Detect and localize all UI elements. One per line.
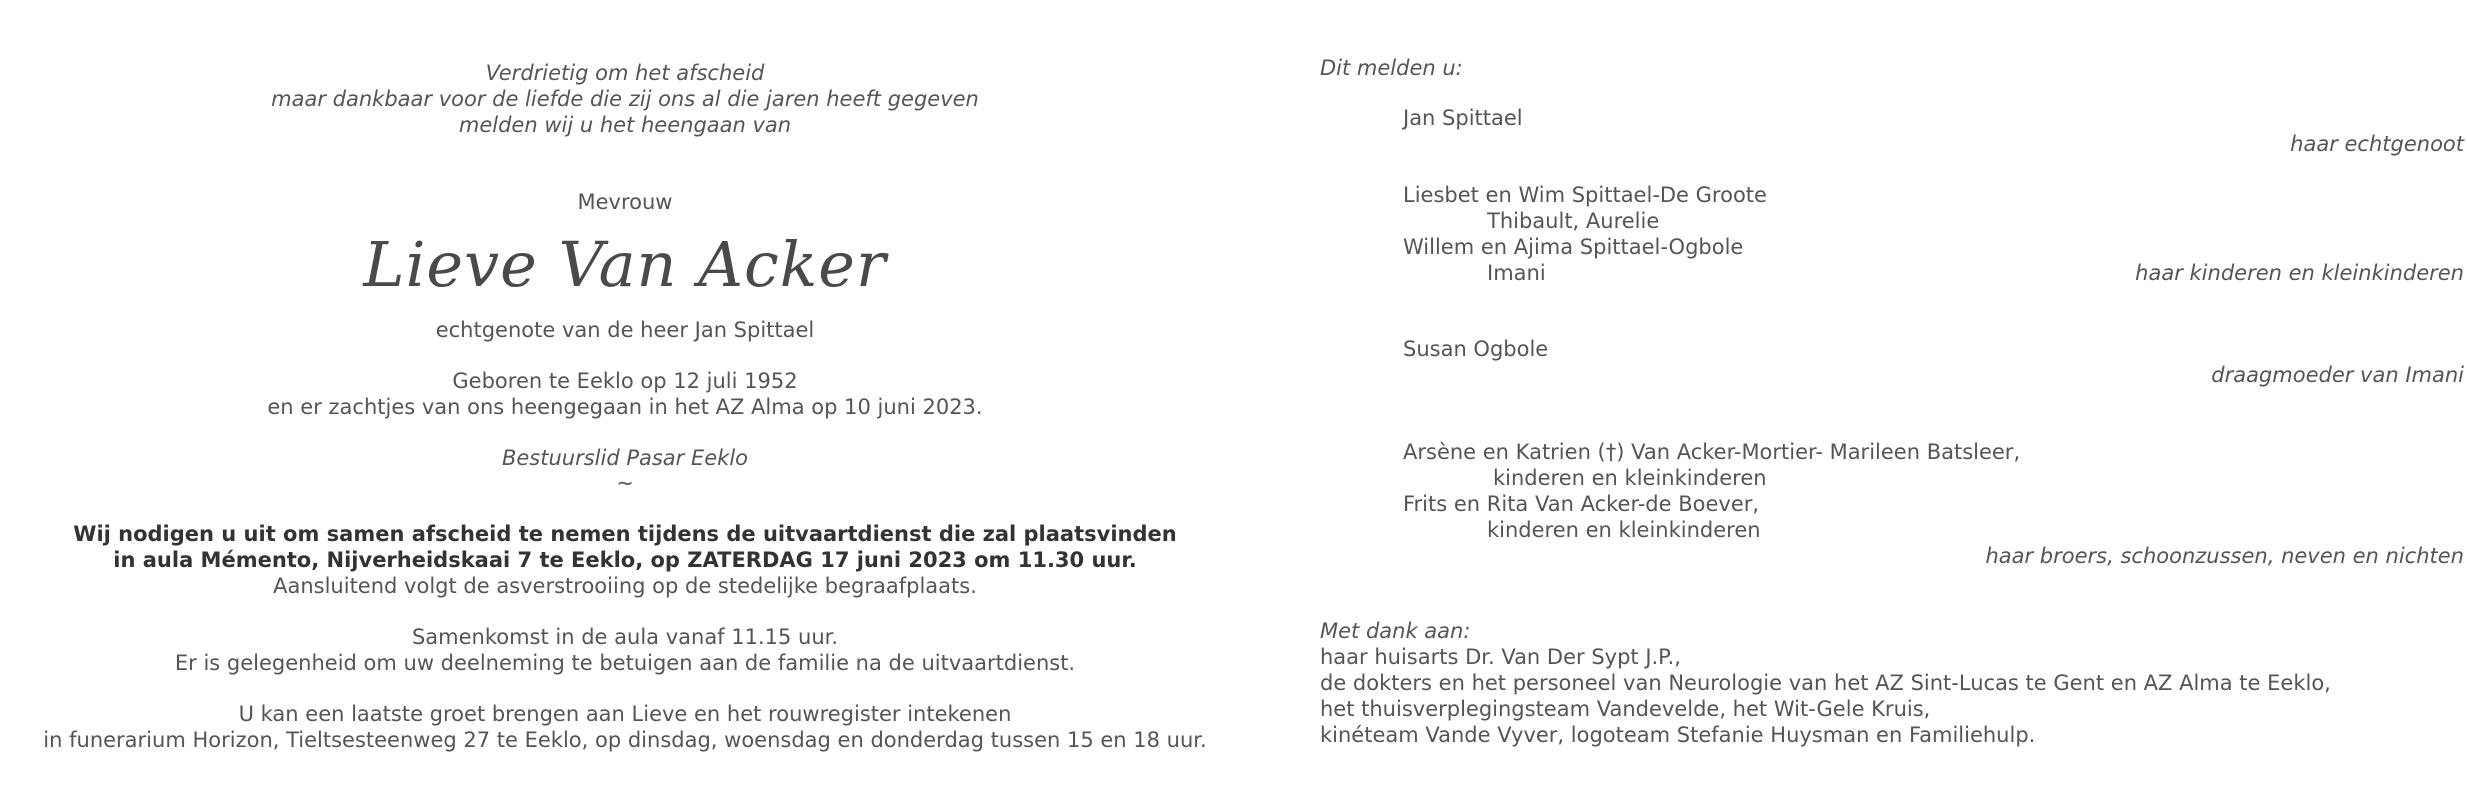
death-line: en er zachtjes van ons heengegaan in het AZ Alma op 10 juni 2023. xyxy=(267,395,983,419)
thanks-heading: Met dank aan: xyxy=(1320,619,1471,643)
salutation: Mevrouw xyxy=(577,190,673,214)
invitation-line-1: Wij nodigen u uit om samen afscheid te nemen tijdens de uitvaartdienst die zal plaatsvinden xyxy=(73,522,1177,546)
children-relation: haar kinderen en kleinkinderen xyxy=(2135,261,2464,285)
birth-line: Geboren te Eeklo op 12 juli 1952 xyxy=(452,369,798,393)
child-line-2: Willem en Ajima Spittael-Ogbole xyxy=(1403,235,1744,259)
deceased-name: Lieve Van Acker xyxy=(363,228,887,301)
thanks-line-4: kinéteam Vande Vyver, logoteam Stefanie Huysman en Familiehulp. xyxy=(1320,723,2036,747)
sibling-line-2: Frits en Rita Van Acker-de Boever, xyxy=(1403,492,1760,516)
tilde-divider: ~ xyxy=(616,471,634,495)
sibling-sub-line-2: kinderen en kleinkinderen xyxy=(1487,518,1761,542)
intro-line-2: maar dankbaar voor de liefde die zij ons al die jaren heeft gegeven xyxy=(271,87,979,111)
role-line: Bestuurslid Pasar Eeklo xyxy=(501,446,749,470)
sibling-sub-line-1: kinderen en kleinkinderen xyxy=(1493,466,1767,490)
surrogate-relation: draagmoeder van Imani xyxy=(2211,363,2464,387)
surrogate-name: Susan Ogbole xyxy=(1403,337,1549,361)
husband-relation: haar echtgenoot xyxy=(2290,132,2464,156)
grandchildren-line-1: Thibault, Aurelie xyxy=(1487,209,1660,233)
followup-line: Aansluitend volgt de asverstrooiing op de stedelijke begraafplaats. xyxy=(273,574,977,598)
intro-line-1: Verdrietig om het afscheid xyxy=(485,61,765,85)
thanks-line-3: het thuisverplegingsteam Vandevelde, het Wit-Gele Kruis, xyxy=(1320,697,1931,721)
visit-line-1: U kan een laatste groet brengen aan Lieve en het rouwregister intekenen xyxy=(238,702,1012,726)
thanks-line-1: haar huisarts Dr. Van Der Sypt J.P., xyxy=(1320,645,1681,669)
spouse-line: echtgenote van de heer Jan Spittael xyxy=(435,318,815,342)
family-panel xyxy=(1240,0,2467,794)
gathering-line-2: Er is gelegenheid om uw deelneming te betuigen aan de familie na de uitvaartdienst. xyxy=(174,651,1076,675)
husband-name: Jan Spittael xyxy=(1403,106,1523,130)
invitation-line-2: in aula Mémento, Nijverheidskaai 7 te Eeklo, op ZATERDAG 17 juni 2023 om 11.30 uur. xyxy=(113,548,1137,572)
thanks-line-2: de dokters en het personeel van Neurologie van het AZ Sint-Lucas te Gent en AZ Alma te Eeklo, xyxy=(1320,671,2331,695)
intro-line-3: melden wij u het heengaan van xyxy=(458,113,792,137)
child-line-1: Liesbet en Wim Spittael-De Groote xyxy=(1403,183,1767,207)
gathering-line-1: Samenkomst in de aula vanaf 11.15 uur. xyxy=(411,625,839,649)
visit-line-2: in funerarium Horizon, Tieltsesteenweg 27 te Eeklo, op dinsdag, woensdag en donderdag tussen 15 en 18 uur. xyxy=(43,728,1207,752)
grandchildren-line-2: Imani xyxy=(1487,261,1546,285)
siblings-relation: haar broers, schoonzussen, neven en nichten xyxy=(1985,544,2464,568)
family-heading: Dit melden u: xyxy=(1320,56,1463,80)
sibling-line-1: Arsène en Katrien (†) Van Acker-Mortier- Marileen Batsleer, xyxy=(1403,440,2021,464)
